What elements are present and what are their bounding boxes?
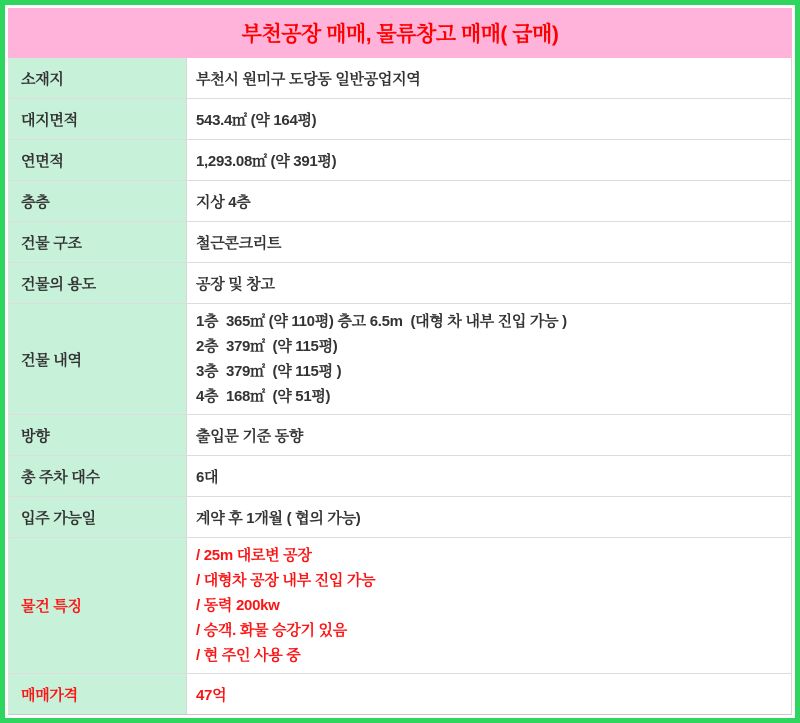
table-row: [9, 497, 791, 538]
row-value: 지상 4층: [196, 193, 251, 211]
row-value-line: 3층 379㎡ (약 115평 ): [196, 363, 342, 380]
row-label: 건물 내역: [9, 304, 187, 414]
row-label: 건물 구조: [9, 222, 187, 262]
row-value: 철근콘크리트: [196, 234, 282, 252]
table-row: [9, 181, 791, 222]
listing-table: [8, 58, 792, 715]
row-label: 방향: [9, 415, 187, 455]
row-label: 입주 가능일: [9, 497, 187, 537]
page-title: 부천공장 매매, 물류창고 매매( 급매): [241, 23, 559, 46]
table-row: [9, 304, 791, 415]
row-value-line: / 동력 200kw: [196, 597, 280, 614]
row-value: 부천시 원미구 도당동 일반공업지역: [196, 70, 421, 88]
row-value-line: / 승객. 화물 승강기 있음: [196, 622, 347, 639]
row-value-line: / 대형차 공장 내부 진입 가능: [196, 572, 376, 589]
table-row: [9, 456, 791, 497]
row-value-line: / 25m 대로변 공장: [196, 547, 312, 564]
row-value-line: 4층 168㎡ (약 51평): [196, 388, 331, 405]
row-value: 543.4㎡ (약 164평): [196, 111, 317, 129]
table-row: [9, 538, 791, 674]
row-label: 연면적: [9, 140, 187, 180]
table-row: [9, 674, 791, 714]
row-label: 소재지: [9, 58, 187, 98]
table-row: [9, 222, 791, 263]
table-row: [9, 99, 791, 140]
row-value-line: 1층 365㎡ (약 110평) 층고 6.5m (대형 차 내부 진입 가능 ): [196, 313, 567, 330]
row-value: 47억: [196, 686, 227, 704]
row-value: 계약 후 1개월 ( 협의 가능): [196, 509, 361, 527]
table-row: [9, 140, 791, 181]
row-label: 물건 특징: [9, 538, 187, 673]
row-value: 1,293.08㎡ (약 391평): [196, 152, 337, 170]
row-label: 매매가격: [9, 674, 187, 714]
row-label: 대지면적: [9, 99, 187, 139]
row-value-line: / 현 주인 사용 중: [196, 647, 301, 664]
listing-header: [8, 8, 792, 58]
row-value: 공장 및 창고: [196, 275, 275, 293]
row-label: 층층: [9, 181, 187, 221]
row-value: [187, 538, 791, 673]
row-value: 6대: [196, 468, 219, 486]
row-value-line: 2층 379㎡ (약 115평): [196, 338, 338, 355]
row-value: [187, 304, 791, 414]
table-row: [9, 263, 791, 304]
row-label: 건물의 용도: [9, 263, 187, 303]
row-value: 출입문 기준 동향: [196, 427, 304, 445]
table-row: [9, 58, 791, 99]
table-row: [9, 415, 791, 456]
row-label: 총 주차 대수: [9, 456, 187, 496]
